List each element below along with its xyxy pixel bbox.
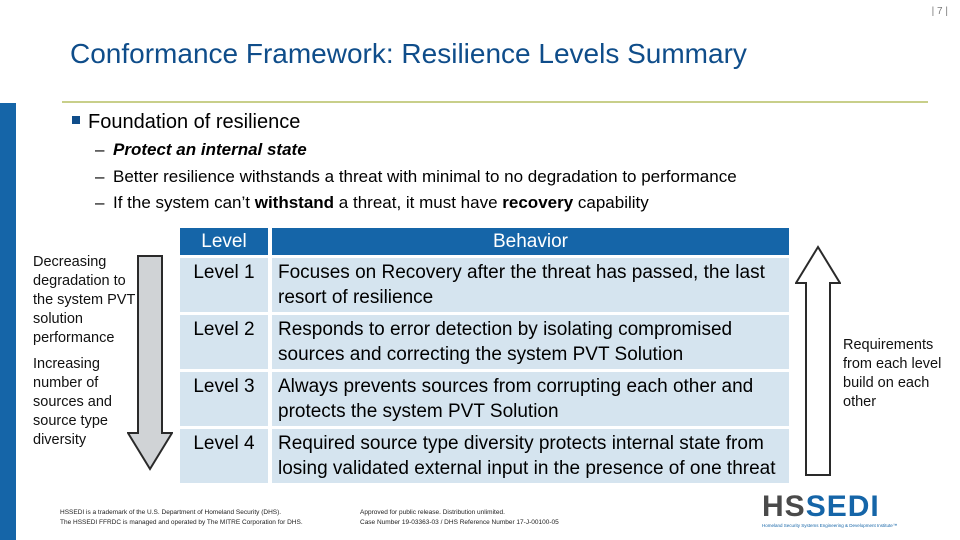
title-divider [62,101,928,103]
right-note: Requirements from each level build on each other [843,337,942,410]
behavior-cell: Focuses on Recovery after the threat has passed, the last resort of resilience [272,258,789,312]
level-cell: Level 1 [180,258,272,312]
level-cell: Level 3 [180,372,272,426]
sub-item-1: – Protect an internal state [95,140,307,159]
slide-title: Conformance Framework: Resilience Levels Summary [70,38,747,69]
down-arrow-icon [127,255,173,471]
level-cell: Level 2 [180,315,272,369]
sub-item-2-text: Better resilience withstands a threat with minimal to no degradation to performance [113,167,737,186]
table-row [180,372,789,426]
side-accent-bar [0,103,16,540]
level-cell: Level 4 [180,429,272,483]
footer-trademark: HSSEDI is a trademark of the U.S. Department of Homeland Security (DHS). The HSSEDI FFRDC is managed and operated by The MITRE Corporation for DHS. [60,509,303,526]
footer-release: Approved for public release. Distribution unlimited. Case Number 19-03363-03 / DHS Reference Number 17-J-00100-05 [360,509,559,526]
table-header-row [180,228,789,255]
main-bullet [72,111,300,134]
left-note-top: Decreasing degradation to the system PVT solution performance [33,254,136,346]
behavior-cell: Required source type diversity protects internal state from losing validated external input in the presence of one threat [272,429,789,483]
left-note-bottom: Increasing number of sources and source type diversity [33,356,112,448]
hssedi-logo: HSSEDI Homeland Security Systems Engineering & Development Institute™ [762,490,898,528]
resilience-levels-table [180,225,789,486]
sub-item-3: – If the system can’t withstand a threat, it must have recovery capability [95,193,649,212]
behavior-cell: Responds to error detection by isolating compromised sources and correcting the system PVT Solution [272,315,789,369]
sub-item-2: – Better resilience withstands a threat with minimal to no degradation to performance [95,167,737,186]
table-row [180,258,789,312]
header-behavior: Behavior [272,228,789,255]
header-level: Level [180,228,272,255]
table-row [180,429,789,483]
sub-item-1-text: Protect an internal state [113,140,307,159]
page-number: | 7 | [931,6,948,17]
up-arrow-icon [795,245,841,477]
bullet-square-icon [72,116,80,124]
table-row [180,315,789,369]
behavior-cell: Always prevents sources from corrupting each other and protects the system PVT Solution [272,372,789,426]
main-bullet-text: Foundation of resilience [88,111,301,133]
